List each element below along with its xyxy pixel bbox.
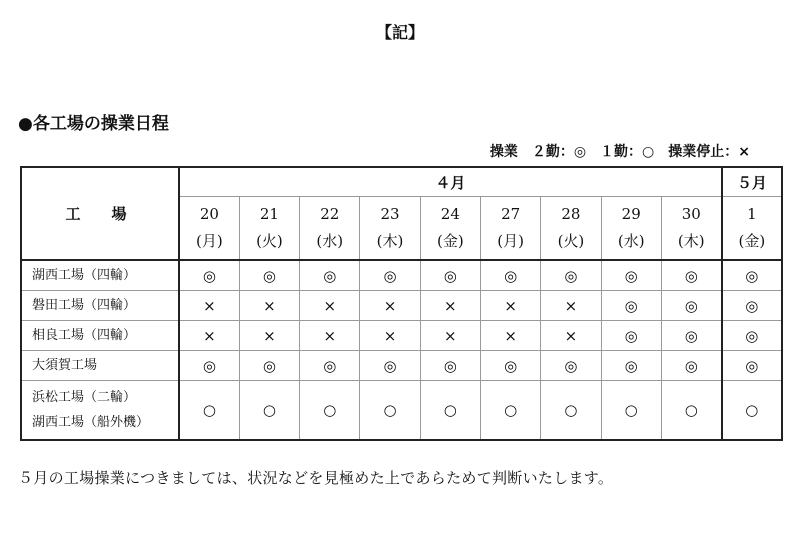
table-row [21, 351, 782, 381]
status-mark: × [360, 291, 420, 321]
status-mark: ◎ [480, 260, 540, 291]
day-number: 29 [621, 205, 641, 223]
day-number: 28 [561, 205, 581, 223]
status-mark: ◎ [480, 351, 540, 381]
table-row [21, 260, 782, 291]
status-mark: ◎ [661, 351, 721, 381]
status-mark: ◎ [541, 260, 601, 291]
weekday: (木) [376, 232, 404, 250]
weekday: (金) [436, 232, 464, 250]
weekday: (月) [196, 232, 223, 250]
status-mark: × [360, 321, 420, 351]
weekday: (火) [256, 232, 283, 250]
day-number: 22 [320, 205, 340, 223]
status-mark: ○ [420, 381, 480, 441]
status-mark: ◎ [420, 260, 480, 291]
status-mark: ○ [179, 381, 239, 441]
factory-name [21, 381, 179, 441]
status-mark: ○ [480, 381, 540, 441]
heading: 【記】 [375, 23, 424, 42]
status-mark: ◎ [601, 260, 661, 291]
status-mark: ◎ [179, 351, 239, 381]
weekday: (水) [617, 232, 645, 250]
factory-name-line: 大須賀工場 [32, 358, 98, 373]
date-header [300, 197, 360, 261]
date-header [360, 197, 420, 261]
factory-name [21, 351, 179, 381]
factory-name-line: 相良工場（四輪） [32, 328, 137, 343]
status-mark: ○ [661, 381, 721, 441]
factory-name [21, 291, 179, 321]
status-mark: ◎ [300, 351, 360, 381]
month-header: ４月 [179, 167, 722, 197]
factory-name [21, 321, 179, 351]
day-number: 21 [259, 205, 279, 223]
status-mark: ◎ [360, 351, 420, 381]
factory-name [21, 260, 179, 291]
status-mark: ◎ [722, 321, 782, 351]
factory-name-line: 湖西工場（四輪） [32, 268, 137, 283]
day-number: 1 [747, 205, 757, 223]
date-header [601, 197, 661, 261]
schedule-table [20, 166, 783, 441]
day-number: 23 [380, 205, 400, 223]
status-mark: ○ [300, 381, 360, 441]
status-mark: × [480, 321, 540, 351]
status-mark: ◎ [360, 260, 420, 291]
footnote: ５月の工場操業につきましては、状況などを見極めた上であらためて判断いたします。 [18, 469, 614, 487]
date-header [239, 197, 299, 261]
weekday: (木) [677, 232, 705, 250]
month-header: ５月 [722, 167, 782, 197]
date-header [420, 197, 480, 261]
date-header [661, 197, 721, 261]
status-mark: ◎ [722, 291, 782, 321]
status-mark: × [179, 321, 239, 351]
date-header [179, 197, 239, 261]
status-mark: ◎ [300, 260, 360, 291]
status-mark: × [480, 291, 540, 321]
status-mark: × [541, 321, 601, 351]
status-mark: ◎ [239, 260, 299, 291]
factory-name-line: 湖西工場（船外機） [32, 415, 150, 430]
status-mark: ◎ [179, 260, 239, 291]
factory-header: 工 場 [21, 167, 179, 260]
status-mark: ◎ [601, 291, 661, 321]
day-number: 27 [501, 205, 521, 223]
weekday: (月) [497, 232, 524, 250]
date-header [480, 197, 540, 261]
table-row [21, 291, 782, 321]
status-mark: ○ [601, 381, 661, 441]
status-mark: ○ [722, 381, 782, 441]
status-mark: ○ [360, 381, 420, 441]
status-mark: ◎ [420, 351, 480, 381]
status-mark: ◎ [239, 351, 299, 381]
day-number: 30 [681, 205, 701, 223]
status-mark: ◎ [661, 321, 721, 351]
status-mark: × [420, 291, 480, 321]
section-title: ●各工場の操業日程 [18, 114, 169, 134]
table-row [21, 381, 782, 441]
status-mark: ○ [541, 381, 601, 441]
status-mark: × [300, 291, 360, 321]
status-mark: ◎ [722, 260, 782, 291]
status-mark: × [300, 321, 360, 351]
status-mark: ◎ [661, 291, 721, 321]
weekday: (水) [316, 232, 344, 250]
status-mark: ◎ [661, 260, 721, 291]
weekday: (金) [738, 232, 766, 250]
status-mark: ◎ [541, 351, 601, 381]
status-mark: ◎ [601, 321, 661, 351]
factory-name-line: 浜松工場（二輪） [32, 390, 137, 405]
status-mark: ◎ [722, 351, 782, 381]
status-mark: × [420, 321, 480, 351]
status-mark: ◎ [601, 351, 661, 381]
status-mark: × [541, 291, 601, 321]
status-mark: × [239, 291, 299, 321]
day-number: 20 [199, 205, 219, 223]
date-header [722, 197, 782, 261]
status-mark: ○ [239, 381, 299, 441]
factory-name-line: 磐田工場（四輪） [32, 298, 137, 313]
day-number: 24 [440, 205, 460, 223]
status-mark: × [239, 321, 299, 351]
weekday: (火) [557, 232, 585, 250]
status-mark: × [179, 291, 239, 321]
date-header [541, 197, 601, 261]
legend: 操業 ２勤：◎ １勤：○ 操業停止：× [489, 144, 750, 160]
table-row [21, 321, 782, 351]
